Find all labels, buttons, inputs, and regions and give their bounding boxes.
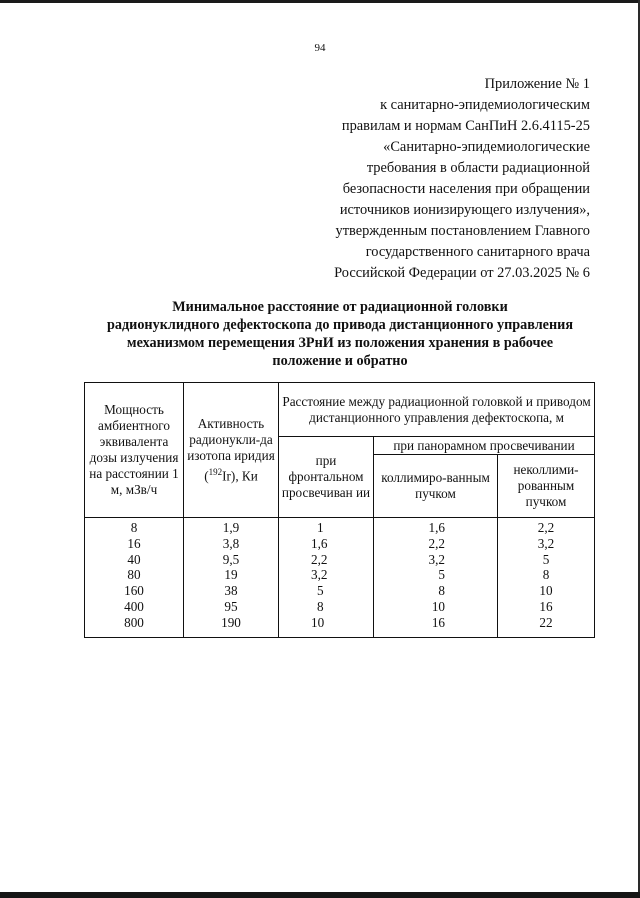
table-cell: 1,9 [222, 520, 240, 535]
table-cell: 5 [317, 583, 324, 599]
table-cell: 3,2 [537, 535, 555, 551]
appendix-line: утвержденным постановлением Главного [335, 223, 590, 239]
appendix-line: источников ионизирующего излучения», [339, 202, 590, 218]
table-cell: 5 [438, 567, 445, 583]
non-collimated-column [498, 518, 595, 638]
table-cell: 1,6 [311, 535, 328, 551]
appendix-line: государственного санитарного врача [365, 244, 590, 260]
table-cell: 16 [539, 598, 553, 614]
table-title [70, 298, 610, 370]
table-cell: 800 [124, 614, 144, 630]
table-cell: 3,2 [428, 551, 445, 567]
title-line: радионуклидного дефектоскопа до привода дистанционного управления [107, 317, 573, 333]
collimated-column [374, 518, 498, 638]
appendix-line: Приложение № 1 [484, 76, 590, 92]
table-cell: 95 [224, 598, 238, 614]
table-data-row [85, 518, 595, 638]
header-panoramic: при панорамном просвечивании [374, 437, 595, 455]
table-cell: 2,2 [537, 520, 555, 535]
table-cell: 5 [542, 551, 550, 567]
dose-rate-column [85, 518, 184, 638]
table-cell: 80 [127, 567, 141, 583]
appendix-header [300, 74, 590, 284]
header-distance: Расстояние между радиационной головкой и приводом дистанционного управления дефектоскопа, м [279, 383, 595, 437]
table-cell: 16 [127, 535, 141, 551]
table-cell: 160 [124, 583, 144, 599]
header-frontal: при фронтальном просвечиван ии [279, 437, 374, 518]
title-line: Минимальное расстояние от радиационной головки [172, 299, 508, 315]
table-cell: 10 [311, 614, 325, 630]
header-activity: Активность радионукли-да изотопа иридия ($^{192}$Ir), Ки [184, 383, 279, 518]
title-line: механизмом перемещения ЗРнИ из положения хранения в рабочее [126, 335, 554, 351]
appendix-line: к санитарно-эпидемиологическим [380, 97, 590, 113]
isotope-superscript: 192 [208, 466, 223, 477]
table-cell: 190 [221, 614, 241, 630]
appendix-line: Российской Федерации от 27.03.2025 № 6 [334, 265, 590, 281]
table-cell: 3,8 [222, 535, 240, 551]
table-cell: 2,2 [428, 535, 445, 551]
appendix-line: «Санитарно-эпидемиологические [383, 139, 590, 155]
appendix-line: правилам и нормам СанПиН 2.6.4115-25 [341, 118, 590, 134]
table-cell: 1 [317, 520, 324, 535]
scan-edge-top [0, 0, 640, 3]
page-number: 94 [314, 42, 326, 54]
header-non-collimated: неколлими-рованным пучком [498, 455, 595, 518]
table-cell: 10 [431, 598, 445, 614]
distance-table [84, 382, 595, 638]
table-cell: 38 [224, 583, 238, 599]
table-cell: 8 [542, 567, 550, 583]
table-cell: 19 [224, 567, 238, 583]
table-cell: 1,6 [428, 520, 445, 535]
table-cell: 8 [130, 520, 138, 535]
appendix-line: безопасности населения при обращении [342, 181, 590, 197]
table-cell: 16 [431, 614, 445, 630]
header-collimated: коллимиро-ванным пучком [374, 455, 498, 518]
table-cell: 22 [539, 614, 553, 630]
appendix-line: требования в области радиационной [366, 160, 590, 176]
table-cell: 8 [438, 583, 445, 599]
table-cell: 3,2 [311, 567, 328, 583]
table-cell: 400 [124, 598, 144, 614]
table-cell: 8 [317, 598, 324, 614]
title-line: положение и обратно [272, 353, 408, 369]
table-cell: 10 [539, 583, 553, 599]
table-cell: 9,5 [222, 551, 240, 567]
frontal-column [279, 518, 374, 638]
header-dose-rate: Мощность амбиентного эквивалента дозы излучения на расстоянии 1 м, мЗв/ч [85, 383, 184, 518]
activity-column [184, 518, 279, 638]
scan-edge-bottom [0, 892, 640, 898]
table-cell: 40 [127, 551, 141, 567]
table-cell: 2,2 [311, 551, 328, 567]
